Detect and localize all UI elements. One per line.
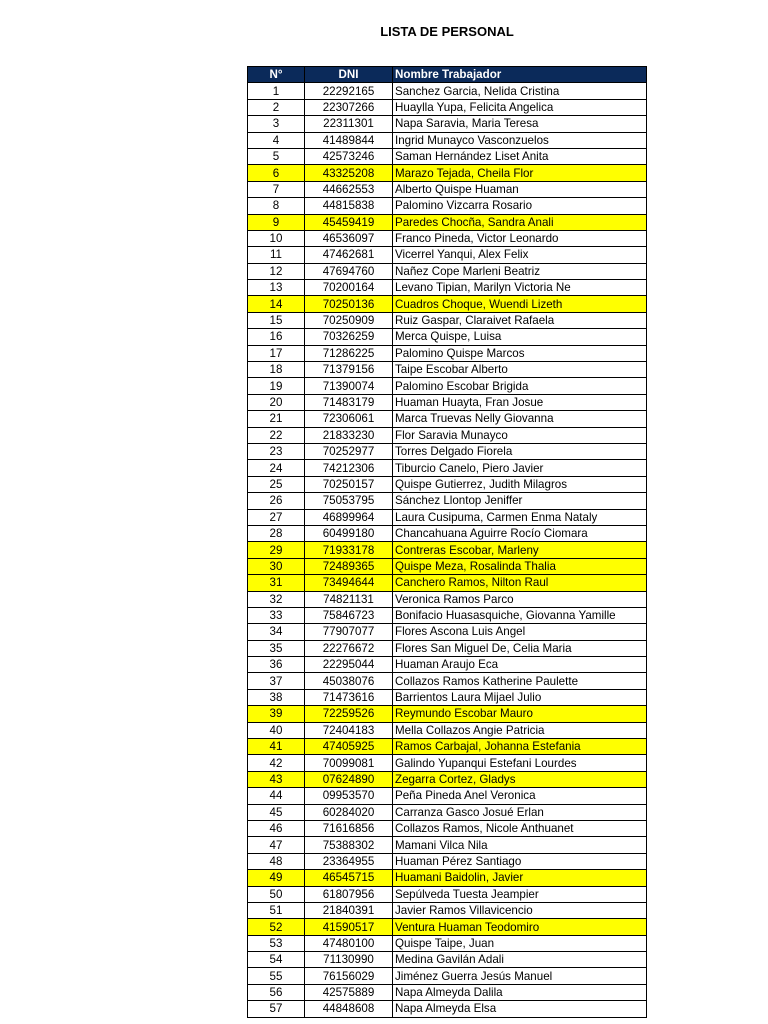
row-number-cell: 28 <box>248 525 305 541</box>
row-number-cell: 44 <box>248 788 305 804</box>
row-number-cell: 37 <box>248 673 305 689</box>
table-row <box>248 116 647 132</box>
dni-cell: 71483179 <box>305 394 393 410</box>
dni-cell: 76156029 <box>305 968 393 984</box>
table-row <box>248 935 647 951</box>
worker-name-cell: Canchero Ramos, Nilton Raul <box>393 575 647 591</box>
table-row <box>248 99 647 115</box>
worker-name-cell: Ventura Huaman Teodomiro <box>393 919 647 935</box>
worker-name-cell: Saman Hernández Liset Anita <box>393 148 647 164</box>
worker-name-cell: Huaylla Yupa, Felicita Angelica <box>393 99 647 115</box>
table-row <box>248 739 647 755</box>
dni-cell: 70250909 <box>305 312 393 328</box>
row-number-cell: 32 <box>248 591 305 607</box>
row-number-cell: 40 <box>248 722 305 738</box>
worker-name-cell: Zegarra Cortez, Gladys <box>393 771 647 787</box>
dni-cell: 23364955 <box>305 853 393 869</box>
row-number-cell: 15 <box>248 312 305 328</box>
worker-name-cell: Palomino Escobar Brigida <box>393 378 647 394</box>
worker-name-cell: Jiménez Guerra Jesús Manuel <box>393 968 647 984</box>
dni-cell: 74212306 <box>305 460 393 476</box>
worker-name-cell: Medina Gavilán Adali <box>393 952 647 968</box>
table-row <box>248 788 647 804</box>
table-row <box>248 263 647 279</box>
dni-cell: 46545715 <box>305 870 393 886</box>
dni-cell: 41489844 <box>305 132 393 148</box>
table-row <box>248 493 647 509</box>
dni-cell: 45038076 <box>305 673 393 689</box>
worker-name-cell: Contreras Escobar, Marleny <box>393 542 647 558</box>
row-number-cell: 41 <box>248 739 305 755</box>
column-header-number: N° <box>248 67 305 83</box>
worker-name-cell: Flores Ascona Luis Angel <box>393 624 647 640</box>
worker-name-cell: Huaman Pérez Santiago <box>393 853 647 869</box>
row-number-cell: 2 <box>248 99 305 115</box>
worker-name-cell: Quispe Gutierrez, Judith Milagros <box>393 476 647 492</box>
row-number-cell: 25 <box>248 476 305 492</box>
worker-name-cell: Paredes Chocña, Sandra Anali <box>393 214 647 230</box>
table-row <box>248 214 647 230</box>
worker-name-cell: Reymundo Escobar Mauro <box>393 706 647 722</box>
worker-name-cell: Laura Cusipuma, Carmen Enma Nataly <box>393 509 647 525</box>
dni-cell: 42573246 <box>305 148 393 164</box>
table-row <box>248 591 647 607</box>
worker-name-cell: Carranza Gasco Josué Erlan <box>393 804 647 820</box>
dni-cell: 43325208 <box>305 165 393 181</box>
worker-name-cell: Cuadros Choque, Wuendi Lizeth <box>393 296 647 312</box>
table-row <box>248 575 647 591</box>
table-row <box>248 673 647 689</box>
row-number-cell: 27 <box>248 509 305 525</box>
table-row <box>248 411 647 427</box>
dni-cell: 45459419 <box>305 214 393 230</box>
row-number-cell: 3 <box>248 116 305 132</box>
worker-name-cell: Tiburcio Canelo, Piero Javier <box>393 460 647 476</box>
worker-name-cell: Mella Collazos Angie Patricia <box>393 722 647 738</box>
worker-name-cell: Huaman Huayta, Fran Josue <box>393 394 647 410</box>
row-number-cell: 6 <box>248 165 305 181</box>
table-row <box>248 689 647 705</box>
row-number-cell: 49 <box>248 870 305 886</box>
row-number-cell: 54 <box>248 952 305 968</box>
dni-cell: 44848608 <box>305 1001 393 1017</box>
row-number-cell: 22 <box>248 427 305 443</box>
personnel-table <box>247 66 647 1018</box>
worker-name-cell: Javier Ramos Villavicencio <box>393 902 647 918</box>
row-number-cell: 10 <box>248 230 305 246</box>
dni-cell: 71390074 <box>305 378 393 394</box>
table-row <box>248 804 647 820</box>
dni-cell: 22307266 <box>305 99 393 115</box>
row-number-cell: 19 <box>248 378 305 394</box>
table-row <box>248 919 647 935</box>
table-header-row <box>248 67 647 83</box>
row-number-cell: 42 <box>248 755 305 771</box>
row-number-cell: 31 <box>248 575 305 591</box>
table-row <box>248 657 647 673</box>
dni-cell: 60284020 <box>305 804 393 820</box>
table-row <box>248 329 647 345</box>
row-number-cell: 5 <box>248 148 305 164</box>
worker-name-cell: Taipe Escobar Alberto <box>393 362 647 378</box>
dni-cell: 70250157 <box>305 476 393 492</box>
row-number-cell: 48 <box>248 853 305 869</box>
row-number-cell: 35 <box>248 640 305 656</box>
row-number-cell: 47 <box>248 837 305 853</box>
dni-cell: 42575889 <box>305 984 393 1000</box>
table-row <box>248 886 647 902</box>
worker-name-cell: Alberto Quispe Huaman <box>393 181 647 197</box>
table-row <box>248 280 647 296</box>
row-number-cell: 7 <box>248 181 305 197</box>
table-row <box>248 952 647 968</box>
table-row <box>248 624 647 640</box>
dni-cell: 44815838 <box>305 198 393 214</box>
table-row <box>248 542 647 558</box>
worker-name-cell: Ramos Carbajal, Johanna Estefania <box>393 739 647 755</box>
worker-name-cell: Napa Almeyda Dalila <box>393 984 647 1000</box>
table-row <box>248 394 647 410</box>
worker-name-cell: Palomino Vizcarra Rosario <box>393 198 647 214</box>
dni-cell: 07624890 <box>305 771 393 787</box>
table-row <box>248 362 647 378</box>
table-row <box>248 296 647 312</box>
table-row <box>248 509 647 525</box>
row-number-cell: 34 <box>248 624 305 640</box>
worker-name-cell: Veronica Ramos Parco <box>393 591 647 607</box>
row-number-cell: 21 <box>248 411 305 427</box>
table-row <box>248 230 647 246</box>
row-number-cell: 52 <box>248 919 305 935</box>
table-row <box>248 853 647 869</box>
row-number-cell: 8 <box>248 198 305 214</box>
worker-name-cell: Mamani Vilca Nila <box>393 837 647 853</box>
row-number-cell: 39 <box>248 706 305 722</box>
row-number-cell: 33 <box>248 607 305 623</box>
table-row <box>248 706 647 722</box>
table-row <box>248 640 647 656</box>
dni-cell: 21833230 <box>305 427 393 443</box>
worker-name-cell: Napa Almeyda Elsa <box>393 1001 647 1017</box>
table-row <box>248 1001 647 1017</box>
worker-name-cell: Bonifacio Huasasquiche, Giovanna Yamille <box>393 607 647 623</box>
row-number-cell: 46 <box>248 820 305 836</box>
worker-name-cell: Ruiz Gaspar, Claraivet Rafaela <box>393 312 647 328</box>
dni-cell: 22295044 <box>305 657 393 673</box>
dni-cell: 73494644 <box>305 575 393 591</box>
row-number-cell: 11 <box>248 247 305 263</box>
table-row <box>248 132 647 148</box>
worker-name-cell: Palomino Quispe Marcos <box>393 345 647 361</box>
dni-cell: 44662553 <box>305 181 393 197</box>
dni-cell: 61807956 <box>305 886 393 902</box>
dni-cell: 22276672 <box>305 640 393 656</box>
worker-name-cell: Collazos Ramos, Nicole Anthuanet <box>393 820 647 836</box>
row-number-cell: 53 <box>248 935 305 951</box>
worker-name-cell: Sanchez Garcia, Nelida Cristina <box>393 83 647 99</box>
row-number-cell: 29 <box>248 542 305 558</box>
row-number-cell: 57 <box>248 1001 305 1017</box>
dni-cell: 74821131 <box>305 591 393 607</box>
dni-cell: 71130990 <box>305 952 393 968</box>
table-row <box>248 181 647 197</box>
row-number-cell: 26 <box>248 493 305 509</box>
row-number-cell: 38 <box>248 689 305 705</box>
table-row <box>248 460 647 476</box>
dni-cell: 22311301 <box>305 116 393 132</box>
table-row <box>248 83 647 99</box>
worker-name-cell: Franco Pineda, Victor Leonardo <box>393 230 647 246</box>
table-row <box>248 312 647 328</box>
dni-cell: 72489365 <box>305 558 393 574</box>
row-number-cell: 56 <box>248 984 305 1000</box>
table-row <box>248 837 647 853</box>
dni-cell: 75846723 <box>305 607 393 623</box>
worker-name-cell: Napa Saravia, Maria Teresa <box>393 116 647 132</box>
table-row <box>248 378 647 394</box>
worker-name-cell: Torres Delgado Fiorela <box>393 443 647 459</box>
worker-name-cell: Collazos Ramos Katherine Paulette <box>393 673 647 689</box>
table-body <box>248 83 647 1017</box>
row-number-cell: 17 <box>248 345 305 361</box>
row-number-cell: 45 <box>248 804 305 820</box>
row-number-cell: 1 <box>248 83 305 99</box>
table-row <box>248 476 647 492</box>
table-row <box>248 607 647 623</box>
worker-name-cell: Galindo Yupanqui Estefani Lourdes <box>393 755 647 771</box>
row-number-cell: 23 <box>248 443 305 459</box>
dni-cell: 71473616 <box>305 689 393 705</box>
worker-name-cell: Marazo Tejada, Cheila Flor <box>393 165 647 181</box>
dni-cell: 72259526 <box>305 706 393 722</box>
dni-cell: 47480100 <box>305 935 393 951</box>
row-number-cell: 14 <box>248 296 305 312</box>
row-number-cell: 55 <box>248 968 305 984</box>
row-number-cell: 4 <box>248 132 305 148</box>
table-row <box>248 558 647 574</box>
column-header-dni: DNI <box>305 67 393 83</box>
table-row <box>248 820 647 836</box>
column-header-name: Nombre Trabajador <box>393 67 647 83</box>
table-row <box>248 148 647 164</box>
worker-name-cell: Levano Tipian, Marilyn Victoria Ne <box>393 280 647 296</box>
dni-cell: 70200164 <box>305 280 393 296</box>
table-row <box>248 755 647 771</box>
row-number-cell: 43 <box>248 771 305 787</box>
dni-cell: 47462681 <box>305 247 393 263</box>
worker-name-cell: Sánchez Llontop Jeniffer <box>393 493 647 509</box>
table-row <box>248 345 647 361</box>
table-row <box>248 870 647 886</box>
table-row <box>248 771 647 787</box>
worker-name-cell: Ingrid Munayco Vasconzuelos <box>393 132 647 148</box>
worker-name-cell: Chancahuana Aguirre Rocío Ciomara <box>393 525 647 541</box>
table-row <box>248 525 647 541</box>
row-number-cell: 18 <box>248 362 305 378</box>
table-row <box>248 443 647 459</box>
dni-cell: 70099081 <box>305 755 393 771</box>
dni-cell: 46899964 <box>305 509 393 525</box>
page-title: LISTA DE PERSONAL <box>380 24 514 39</box>
dni-cell: 09953570 <box>305 788 393 804</box>
dni-cell: 70250136 <box>305 296 393 312</box>
table-row <box>248 984 647 1000</box>
row-number-cell: 24 <box>248 460 305 476</box>
dni-cell: 60499180 <box>305 525 393 541</box>
table-row <box>248 722 647 738</box>
row-number-cell: 12 <box>248 263 305 279</box>
dni-cell: 46536097 <box>305 230 393 246</box>
dni-cell: 21840391 <box>305 902 393 918</box>
worker-name-cell: Merca Quispe, Luisa <box>393 329 647 345</box>
row-number-cell: 36 <box>248 657 305 673</box>
worker-name-cell: Marca Truevas Nelly Giovanna <box>393 411 647 427</box>
dni-cell: 22292165 <box>305 83 393 99</box>
table-row <box>248 968 647 984</box>
table-row <box>248 247 647 263</box>
row-number-cell: 20 <box>248 394 305 410</box>
dni-cell: 47694760 <box>305 263 393 279</box>
worker-name-cell: Vicerrel Yanqui, Alex Felix <box>393 247 647 263</box>
worker-name-cell: Sepúlveda Tuesta Jeampier <box>393 886 647 902</box>
row-number-cell: 9 <box>248 214 305 230</box>
table-row <box>248 902 647 918</box>
dni-cell: 70326259 <box>305 329 393 345</box>
worker-name-cell: Huaman Araujo Eca <box>393 657 647 673</box>
dni-cell: 72404183 <box>305 722 393 738</box>
worker-name-cell: Nañez Cope Marleni Beatriz <box>393 263 647 279</box>
worker-name-cell: Flor Saravia Munayco <box>393 427 647 443</box>
row-number-cell: 16 <box>248 329 305 345</box>
table-row <box>248 427 647 443</box>
dni-cell: 71933178 <box>305 542 393 558</box>
dni-cell: 47405925 <box>305 739 393 755</box>
row-number-cell: 50 <box>248 886 305 902</box>
dni-cell: 71616856 <box>305 820 393 836</box>
worker-name-cell: Quispe Taipe, Juan <box>393 935 647 951</box>
dni-cell: 72306061 <box>305 411 393 427</box>
table-row <box>248 198 647 214</box>
dni-cell: 77907077 <box>305 624 393 640</box>
dni-cell: 75053795 <box>305 493 393 509</box>
row-number-cell: 30 <box>248 558 305 574</box>
worker-name-cell: Barrientos Laura Mijael Julio <box>393 689 647 705</box>
worker-name-cell: Flores San Miguel De, Celia Maria <box>393 640 647 656</box>
dni-cell: 71379156 <box>305 362 393 378</box>
table-row <box>248 165 647 181</box>
dni-cell: 70252977 <box>305 443 393 459</box>
row-number-cell: 13 <box>248 280 305 296</box>
dni-cell: 41590517 <box>305 919 393 935</box>
worker-name-cell: Quispe Meza, Rosalinda Thalia <box>393 558 647 574</box>
dni-cell: 75388302 <box>305 837 393 853</box>
dni-cell: 71286225 <box>305 345 393 361</box>
row-number-cell: 51 <box>248 902 305 918</box>
worker-name-cell: Huamani Baidolin, Javier <box>393 870 647 886</box>
worker-name-cell: Peña Pineda Anel Veronica <box>393 788 647 804</box>
